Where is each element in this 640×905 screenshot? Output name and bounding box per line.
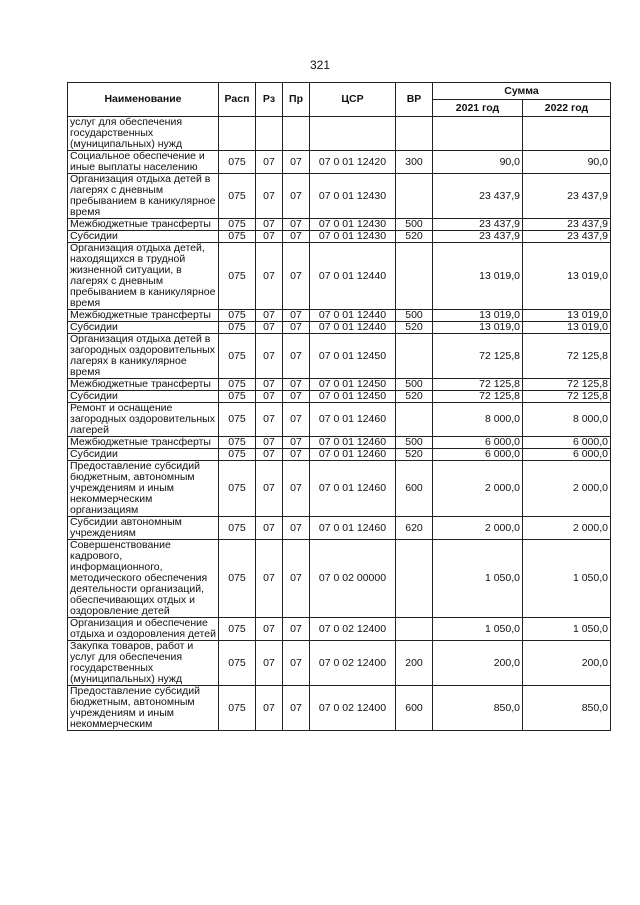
cell-vr: 520 bbox=[396, 449, 433, 461]
cell-pr: 07 bbox=[283, 437, 310, 449]
cell-pr bbox=[283, 117, 310, 151]
cell-csr: 07 0 01 12460 bbox=[310, 437, 396, 449]
cell-pr: 07 bbox=[283, 243, 310, 310]
cell-rz: 07 bbox=[256, 231, 283, 243]
cell-vr bbox=[396, 618, 433, 641]
cell-pr: 07 bbox=[283, 379, 310, 391]
cell-rasp: 075 bbox=[219, 219, 256, 231]
cell-name: Организация отдыха детей в загородных оздоровительных лагерях в каникулярное время bbox=[68, 334, 219, 379]
table-body bbox=[68, 117, 611, 731]
table-header bbox=[68, 83, 611, 117]
cell-csr: 07 0 01 12450 bbox=[310, 334, 396, 379]
header-sum: Сумма bbox=[433, 83, 611, 100]
cell-rz: 07 bbox=[256, 322, 283, 334]
cell-rz: 07 bbox=[256, 219, 283, 231]
cell-rz: 07 bbox=[256, 437, 283, 449]
table-row bbox=[68, 449, 611, 461]
cell-rasp: 075 bbox=[219, 437, 256, 449]
cell-vr: 500 bbox=[396, 379, 433, 391]
cell-vr: 520 bbox=[396, 322, 433, 334]
cell-rasp: 075 bbox=[219, 618, 256, 641]
cell-rz: 07 bbox=[256, 243, 283, 310]
cell-name: Закупка товаров, работ и услуг для обеспечения государственных (муниципальных) нужд bbox=[68, 641, 219, 686]
cell-pr: 07 bbox=[283, 174, 310, 219]
header-rz: Рз bbox=[256, 83, 283, 117]
cell-rz: 07 bbox=[256, 686, 283, 731]
cell-rasp: 075 bbox=[219, 310, 256, 322]
cell-csr: 07 0 01 12430 bbox=[310, 174, 396, 219]
cell-rasp: 075 bbox=[219, 686, 256, 731]
cell-name: Совершенствование кадрового, информационного, методического обеспечения деятельности организаций, обеспечивающих отдых и оздоровление детей bbox=[68, 540, 219, 618]
cell-vr: 520 bbox=[396, 231, 433, 243]
cell-y2021: 8 000,0 bbox=[433, 403, 523, 437]
cell-y2021: 2 000,0 bbox=[433, 461, 523, 517]
cell-name: Предоставление субсидий бюджетным, автономным учреждениям и иным некоммерческим bbox=[68, 686, 219, 731]
table-row bbox=[68, 618, 611, 641]
cell-pr: 07 bbox=[283, 231, 310, 243]
cell-pr: 07 bbox=[283, 686, 310, 731]
budget-table bbox=[67, 82, 611, 731]
cell-vr bbox=[396, 540, 433, 618]
cell-y2022: 13 019,0 bbox=[523, 243, 611, 310]
cell-y2021: 72 125,8 bbox=[433, 334, 523, 379]
cell-csr bbox=[310, 117, 396, 151]
cell-y2021: 200,0 bbox=[433, 641, 523, 686]
cell-rasp: 075 bbox=[219, 174, 256, 219]
cell-y2021: 23 437,9 bbox=[433, 219, 523, 231]
cell-csr: 07 0 02 12400 bbox=[310, 641, 396, 686]
cell-rz: 07 bbox=[256, 517, 283, 540]
cell-name: Организация отдыха детей в лагерях с дневным пребыванием в каникулярное время bbox=[68, 174, 219, 219]
cell-y2022: 8 000,0 bbox=[523, 403, 611, 437]
cell-csr: 07 0 01 12460 bbox=[310, 461, 396, 517]
cell-pr: 07 bbox=[283, 151, 310, 174]
cell-csr: 07 0 01 12440 bbox=[310, 310, 396, 322]
page-number: 321 bbox=[309, 58, 331, 72]
cell-y2021: 13 019,0 bbox=[433, 322, 523, 334]
cell-rasp: 075 bbox=[219, 231, 256, 243]
cell-y2022: 23 437,9 bbox=[523, 231, 611, 243]
cell-pr: 07 bbox=[283, 334, 310, 379]
cell-vr: 300 bbox=[396, 151, 433, 174]
cell-y2022: 90,0 bbox=[523, 151, 611, 174]
cell-rasp: 075 bbox=[219, 334, 256, 379]
cell-pr: 07 bbox=[283, 618, 310, 641]
cell-rasp: 075 bbox=[219, 391, 256, 403]
cell-y2021: 1 050,0 bbox=[433, 618, 523, 641]
cell-rasp: 075 bbox=[219, 540, 256, 618]
cell-pr: 07 bbox=[283, 641, 310, 686]
table-row bbox=[68, 322, 611, 334]
cell-y2021: 13 019,0 bbox=[433, 310, 523, 322]
cell-y2021: 6 000,0 bbox=[433, 437, 523, 449]
cell-rz: 07 bbox=[256, 461, 283, 517]
cell-vr: 600 bbox=[396, 461, 433, 517]
cell-pr: 07 bbox=[283, 540, 310, 618]
cell-pr: 07 bbox=[283, 219, 310, 231]
cell-pr: 07 bbox=[283, 391, 310, 403]
cell-vr: 520 bbox=[396, 391, 433, 403]
cell-y2021: 1 050,0 bbox=[433, 540, 523, 618]
cell-y2021: 13 019,0 bbox=[433, 243, 523, 310]
table-row bbox=[68, 540, 611, 618]
cell-rz: 07 bbox=[256, 540, 283, 618]
cell-rz: 07 bbox=[256, 618, 283, 641]
cell-name: Субсидии bbox=[68, 391, 219, 403]
cell-csr: 07 0 02 12400 bbox=[310, 686, 396, 731]
cell-csr: 07 0 01 12460 bbox=[310, 449, 396, 461]
cell-y2022: 850,0 bbox=[523, 686, 611, 731]
cell-vr: 600 bbox=[396, 686, 433, 731]
cell-rz: 07 bbox=[256, 641, 283, 686]
cell-rz: 07 bbox=[256, 403, 283, 437]
cell-name: Межбюджетные трансферты bbox=[68, 310, 219, 322]
cell-name: Предоставление субсидий бюджетным, автономным учреждениям и иным некоммерческим организациям bbox=[68, 461, 219, 517]
table-row bbox=[68, 310, 611, 322]
cell-pr: 07 bbox=[283, 403, 310, 437]
cell-name: Субсидии bbox=[68, 322, 219, 334]
cell-csr: 07 0 01 12440 bbox=[310, 243, 396, 310]
cell-y2021: 90,0 bbox=[433, 151, 523, 174]
cell-y2022: 1 050,0 bbox=[523, 618, 611, 641]
cell-vr bbox=[396, 403, 433, 437]
cell-y2021: 2 000,0 bbox=[433, 517, 523, 540]
table-row bbox=[68, 174, 611, 219]
cell-y2022: 1 050,0 bbox=[523, 540, 611, 618]
cell-pr: 07 bbox=[283, 322, 310, 334]
cell-csr: 07 0 01 12460 bbox=[310, 517, 396, 540]
cell-rasp: 075 bbox=[219, 243, 256, 310]
cell-rz: 07 bbox=[256, 174, 283, 219]
cell-vr: 500 bbox=[396, 310, 433, 322]
cell-rasp bbox=[219, 117, 256, 151]
table-row bbox=[68, 517, 611, 540]
cell-y2022: 2 000,0 bbox=[523, 461, 611, 517]
cell-name: услуг для обеспечения государственных (муниципальных) нужд bbox=[68, 117, 219, 151]
cell-rz bbox=[256, 117, 283, 151]
cell-csr: 07 0 01 12440 bbox=[310, 322, 396, 334]
cell-name: Организация отдыха детей, находящихся в трудной жизненной ситуации, в лагерях с дневным пребыванием в каникулярное время bbox=[68, 243, 219, 310]
cell-name: Субсидии bbox=[68, 231, 219, 243]
cell-rz: 07 bbox=[256, 391, 283, 403]
cell-name: Организация и обеспечение отдыха и оздоровления детей bbox=[68, 618, 219, 641]
cell-csr: 07 0 01 12430 bbox=[310, 231, 396, 243]
cell-rasp: 075 bbox=[219, 403, 256, 437]
cell-rz: 07 bbox=[256, 379, 283, 391]
cell-y2022: 23 437,9 bbox=[523, 174, 611, 219]
table-row bbox=[68, 243, 611, 310]
cell-rz: 07 bbox=[256, 151, 283, 174]
cell-y2021: 23 437,9 bbox=[433, 174, 523, 219]
cell-rasp: 075 bbox=[219, 449, 256, 461]
header-2022: 2022 год bbox=[523, 100, 611, 117]
cell-y2022: 72 125,8 bbox=[523, 379, 611, 391]
table-row bbox=[68, 391, 611, 403]
cell-csr: 07 0 01 12420 bbox=[310, 151, 396, 174]
cell-y2022 bbox=[523, 117, 611, 151]
cell-vr bbox=[396, 174, 433, 219]
cell-vr: 620 bbox=[396, 517, 433, 540]
cell-rasp: 075 bbox=[219, 151, 256, 174]
cell-pr: 07 bbox=[283, 461, 310, 517]
cell-vr: 200 bbox=[396, 641, 433, 686]
cell-name: Ремонт и оснащение загородных оздоровительных лагерей bbox=[68, 403, 219, 437]
header-pr: Пр bbox=[283, 83, 310, 117]
table-row bbox=[68, 686, 611, 731]
cell-y2022: 72 125,8 bbox=[523, 334, 611, 379]
table-row bbox=[68, 403, 611, 437]
cell-rasp: 075 bbox=[219, 379, 256, 391]
cell-y2022: 23 437,9 bbox=[523, 219, 611, 231]
cell-csr: 07 0 02 12400 bbox=[310, 618, 396, 641]
cell-vr: 500 bbox=[396, 437, 433, 449]
cell-vr bbox=[396, 334, 433, 379]
cell-pr: 07 bbox=[283, 517, 310, 540]
table-row bbox=[68, 437, 611, 449]
table-row bbox=[68, 334, 611, 379]
cell-y2021: 850,0 bbox=[433, 686, 523, 731]
cell-y2022: 6 000,0 bbox=[523, 449, 611, 461]
cell-rz: 07 bbox=[256, 334, 283, 379]
cell-rz: 07 bbox=[256, 310, 283, 322]
header-vr: ВР bbox=[396, 83, 433, 117]
cell-name: Межбюджетные трансферты bbox=[68, 437, 219, 449]
cell-name: Межбюджетные трансферты bbox=[68, 219, 219, 231]
cell-y2021: 72 125,8 bbox=[433, 391, 523, 403]
cell-pr: 07 bbox=[283, 310, 310, 322]
cell-rz: 07 bbox=[256, 449, 283, 461]
cell-name: Межбюджетные трансферты bbox=[68, 379, 219, 391]
cell-y2021 bbox=[433, 117, 523, 151]
cell-pr: 07 bbox=[283, 449, 310, 461]
table-row bbox=[68, 117, 611, 151]
cell-name: Субсидии bbox=[68, 449, 219, 461]
table-row bbox=[68, 641, 611, 686]
table-row bbox=[68, 461, 611, 517]
cell-y2022: 200,0 bbox=[523, 641, 611, 686]
cell-y2022: 2 000,0 bbox=[523, 517, 611, 540]
cell-y2022: 72 125,8 bbox=[523, 391, 611, 403]
cell-csr: 07 0 01 12450 bbox=[310, 379, 396, 391]
table-row bbox=[68, 231, 611, 243]
cell-rasp: 075 bbox=[219, 641, 256, 686]
cell-vr bbox=[396, 117, 433, 151]
table-row bbox=[68, 219, 611, 231]
cell-y2022: 13 019,0 bbox=[523, 322, 611, 334]
cell-rasp: 075 bbox=[219, 322, 256, 334]
cell-rasp: 075 bbox=[219, 517, 256, 540]
cell-rasp: 075 bbox=[219, 461, 256, 517]
header-2021: 2021 год bbox=[433, 100, 523, 117]
cell-vr bbox=[396, 243, 433, 310]
cell-csr: 07 0 02 00000 bbox=[310, 540, 396, 618]
header-rasp: Расп bbox=[219, 83, 256, 117]
table-row bbox=[68, 379, 611, 391]
cell-csr: 07 0 01 12430 bbox=[310, 219, 396, 231]
cell-y2022: 13 019,0 bbox=[523, 310, 611, 322]
cell-csr: 07 0 01 12460 bbox=[310, 403, 396, 437]
cell-y2021: 72 125,8 bbox=[433, 379, 523, 391]
cell-name: Социальное обеспечение и иные выплаты населению bbox=[68, 151, 219, 174]
cell-y2021: 23 437,9 bbox=[433, 231, 523, 243]
cell-vr: 500 bbox=[396, 219, 433, 231]
cell-y2021: 6 000,0 bbox=[433, 449, 523, 461]
header-name: Наименование bbox=[68, 83, 219, 117]
header-csr: ЦСР bbox=[310, 83, 396, 117]
cell-name: Субсидии автономным учреждениям bbox=[68, 517, 219, 540]
cell-y2022: 6 000,0 bbox=[523, 437, 611, 449]
table-row bbox=[68, 151, 611, 174]
cell-csr: 07 0 01 12450 bbox=[310, 391, 396, 403]
